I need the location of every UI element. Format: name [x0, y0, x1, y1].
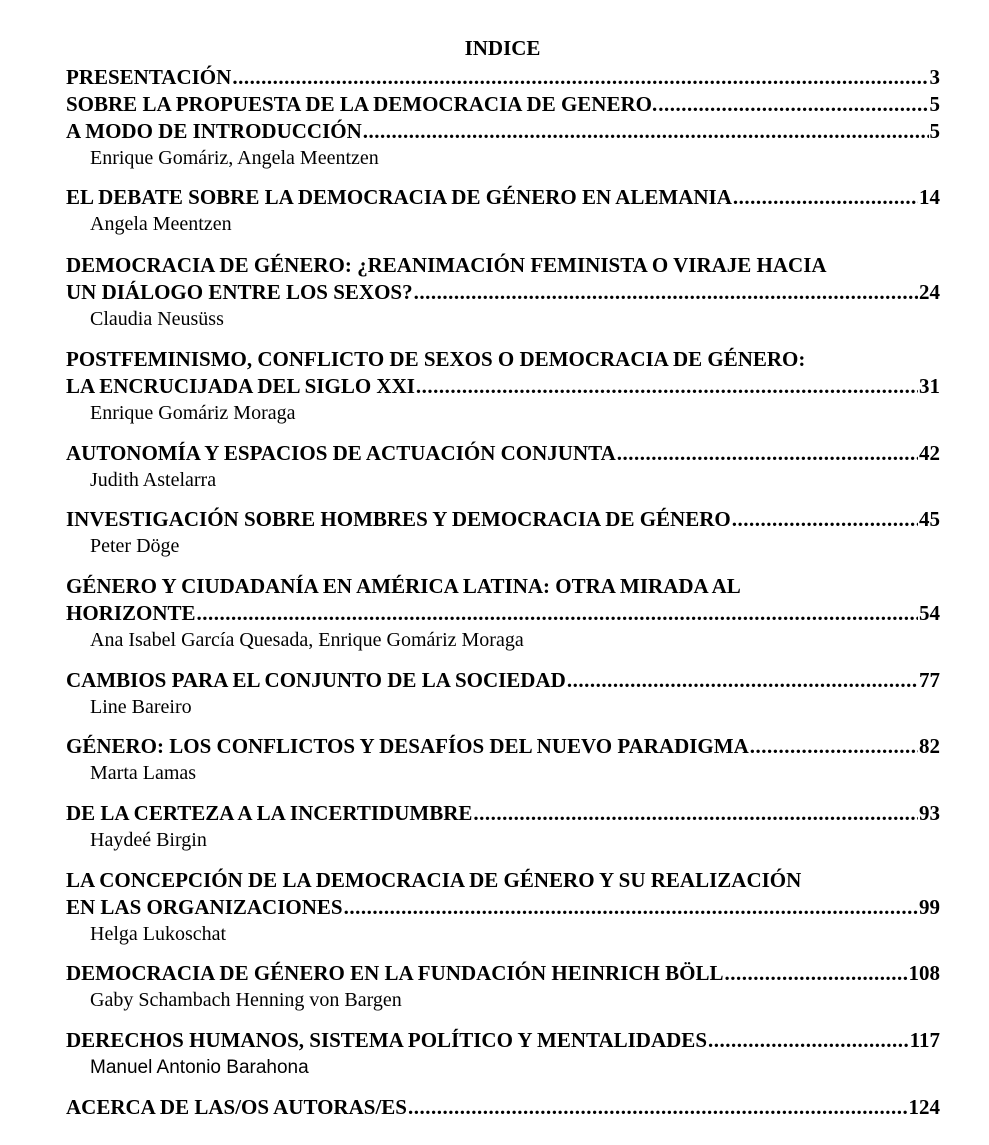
- toc-page-number: 124: [908, 1095, 940, 1119]
- toc-page-number: 77: [919, 668, 940, 692]
- toc-entry-author: Manuel Antonio Barahona: [90, 1057, 309, 1078]
- toc-entry-title: AUTONOMÍA Y ESPACIOS DE ACTUACIÓN CONJUNTA: [66, 441, 616, 465]
- dot-leader: [197, 600, 918, 627]
- toc-entry-title: ACERCA DE LAS/OS AUTORAS/ES: [66, 1095, 407, 1119]
- dot-leader: [232, 64, 928, 91]
- toc-entry: [66, 733, 940, 787]
- toc-page-number: 42: [919, 441, 940, 465]
- dot-leader: [344, 894, 918, 921]
- toc-entry-author: Peter Döge: [90, 535, 180, 557]
- toc-entry-title-line: [66, 573, 940, 600]
- page-title: INDICE: [464, 36, 541, 60]
- dot-leader: [363, 118, 929, 145]
- dot-leader: [750, 733, 918, 760]
- toc-entry-title-line: [66, 440, 940, 467]
- toc-page-number: 108: [908, 961, 940, 985]
- dot-leader: [408, 1094, 908, 1121]
- toc-entry: [66, 91, 940, 118]
- toc-entry: [66, 960, 940, 1014]
- toc-entry-author: Helga Lukoschat: [90, 923, 227, 945]
- toc-entry: [66, 867, 940, 948]
- toc-entry-title-line: [66, 64, 940, 91]
- toc-entry-author: Haydeé Birgin: [90, 829, 207, 851]
- toc-entry-title: DE LA CERTEZA A LA INCERTIDUMBRE: [66, 801, 473, 825]
- toc-entry-title-line: [66, 667, 940, 694]
- toc-entry-title-line: [66, 279, 940, 306]
- toc-entry-title-line: [66, 1094, 940, 1121]
- toc-entry: [66, 252, 940, 333]
- toc-entry: [66, 573, 940, 654]
- toc-page-number: 45: [919, 507, 940, 531]
- dot-leader: [658, 91, 928, 118]
- toc-page-number: 93: [919, 801, 940, 825]
- toc-page-number: 14: [919, 185, 940, 209]
- toc-entry: [66, 800, 940, 854]
- toc-entry-title: UN DIÁLOGO ENTRE LOS SEXOS?: [66, 280, 413, 304]
- dot-leader: [473, 800, 918, 827]
- toc-entry: [66, 1094, 940, 1121]
- toc-page-number: 99: [919, 895, 940, 919]
- toc-page-number: 54: [919, 601, 940, 625]
- dot-leader: [725, 960, 908, 987]
- toc-entry-title-line: [66, 252, 940, 279]
- dot-leader: [567, 667, 918, 694]
- toc-entry-title-line: [66, 800, 940, 827]
- dot-leader: [414, 279, 918, 306]
- toc-entry-title: DERECHOS HUMANOS, SISTEMA POLÍTICO Y MENTALIDADES: [66, 1028, 707, 1052]
- toc-entry-title-line: [66, 118, 940, 145]
- toc-page-number: 117: [909, 1028, 940, 1052]
- dot-leader: [733, 184, 918, 211]
- toc-entry: [66, 184, 940, 238]
- toc-entry-author: Judith Astelarra: [90, 469, 217, 491]
- dot-leader: [732, 506, 918, 533]
- toc-entry-author: Enrique Gomáriz, Angela Meentzen: [90, 147, 379, 169]
- toc-page-number: 82: [919, 734, 940, 758]
- toc-entry-title-line: [66, 184, 940, 211]
- toc-entry-author: Enrique Gomáriz Moraga: [90, 402, 296, 424]
- toc-entry-title-line: [66, 960, 940, 987]
- toc-entry-title: EN LAS ORGANIZACIONES: [66, 895, 343, 919]
- toc-entry-title: PRESENTACIÓN: [66, 65, 232, 89]
- dot-leader: [416, 373, 918, 400]
- toc-entry: [66, 440, 940, 494]
- toc-page-number: 5: [929, 92, 940, 116]
- toc-entry-title-line: [66, 894, 940, 921]
- toc-entry-title: CAMBIOS PARA EL CONJUNTO DE LA SOCIEDAD: [66, 668, 566, 692]
- toc-entry-title: LA ENCRUCIJADA DEL SIGLO XXI: [66, 374, 415, 398]
- toc-entry-author: Gaby Schambach Henning von Bargen: [90, 989, 402, 1011]
- toc-entry: [66, 64, 940, 91]
- toc-entry-title: GÉNERO Y CIUDADANÍA EN AMÉRICA LATINA: OTRA MIRADA AL: [66, 574, 741, 598]
- toc-entry: [66, 118, 940, 172]
- toc-entry-title: A MODO DE INTRODUCCIÓN: [66, 119, 362, 143]
- toc-entry: [66, 346, 940, 427]
- toc-entry-title: EL DEBATE SOBRE LA DEMOCRACIA DE GÉNERO EN ALEMANIA: [66, 185, 732, 209]
- toc-entry: [66, 667, 940, 721]
- toc-entry-author: Angela Meentzen: [90, 213, 232, 235]
- toc-entry-title: SOBRE LA PROPUESTA DE LA DEMOCRACIA DE GENERO.: [66, 92, 658, 116]
- toc-entry-title: GÉNERO: LOS CONFLICTOS Y DESAFÍOS DEL NUEVO PARADIGMA: [66, 734, 749, 758]
- toc-entry-title-line: [66, 506, 940, 533]
- toc-page-number: 5: [929, 119, 940, 143]
- toc-entry-title: POSTFEMINISMO, CONFLICTO DE SEXOS O DEMOCRACIA DE GÉNERO:: [66, 347, 806, 371]
- toc-entry-title: DEMOCRACIA DE GÉNERO: ¿REANIMACIÓN FEMINISTA O VIRAJE HACIA: [66, 253, 827, 277]
- toc-entry-title-line: [66, 1027, 940, 1054]
- toc-entry-title-line: [66, 733, 940, 760]
- toc-entry: [66, 1027, 940, 1081]
- toc-entry-title-line: [66, 867, 940, 894]
- toc-entry-title: INVESTIGACIÓN SOBRE HOMBRES Y DEMOCRACIA DE GÉNERO: [66, 507, 731, 531]
- toc-entry-title-line: [66, 346, 940, 373]
- toc-page-number: 3: [929, 65, 940, 89]
- toc-entry-author: Marta Lamas: [90, 762, 197, 784]
- dot-leader: [617, 440, 918, 467]
- toc-entry-title: HORIZONTE: [66, 601, 196, 625]
- toc-entry-title-line: [66, 600, 940, 627]
- toc-entry-title-line: [66, 91, 940, 118]
- toc-entry-author: Ana Isabel García Quesada, Enrique Gomáriz Moraga: [90, 629, 524, 651]
- toc-entry-title: DEMOCRACIA DE GÉNERO EN LA FUNDACIÓN HEINRICH BÖLL: [66, 961, 724, 985]
- toc-entry-title: LA CONCEPCIÓN DE LA DEMOCRACIA DE GÉNERO Y SU REALIZACIÓN: [66, 868, 802, 892]
- toc-page-number: 31: [919, 374, 940, 398]
- toc-entry-title-line: [66, 373, 940, 400]
- toc-page-number: 24: [919, 280, 940, 304]
- toc-entry-author: Claudia Neusüss: [90, 308, 224, 330]
- dot-leader: [708, 1027, 909, 1054]
- toc-entry: [66, 506, 940, 560]
- toc-entry-author: Line Bareiro: [90, 696, 192, 718]
